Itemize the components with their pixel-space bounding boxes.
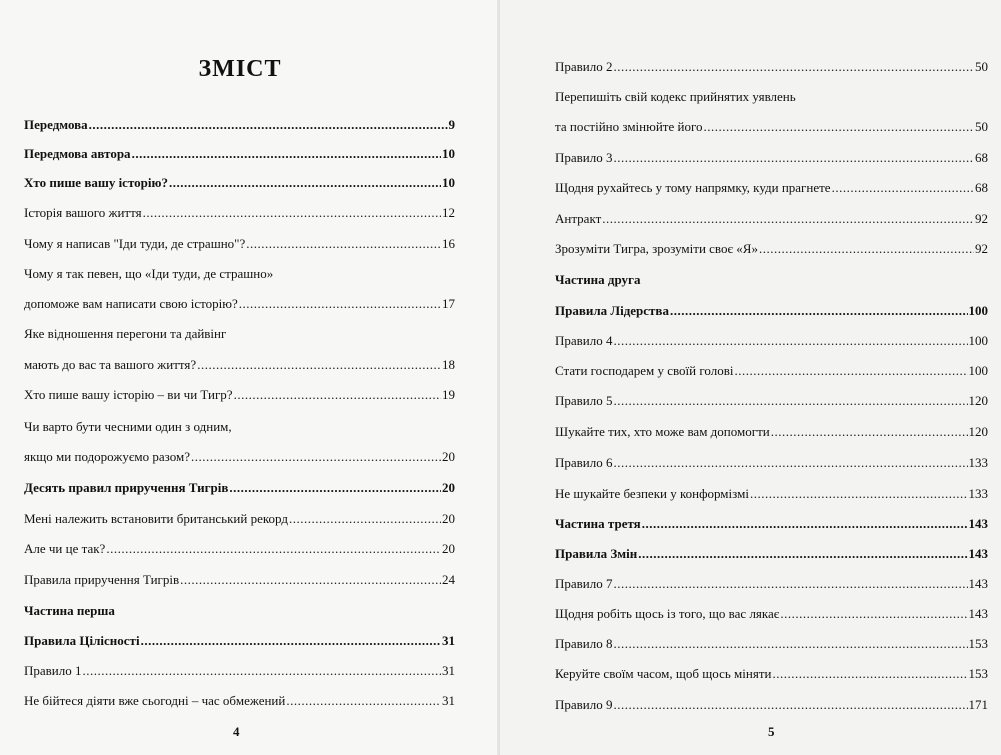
toc-entry: [24, 449, 455, 465]
toc-leader-dots: [191, 449, 441, 465]
toc-entry: [24, 146, 455, 162]
toc-entry-title: Правила Цілісності: [24, 633, 140, 648]
toc-entry-title: Правило 5: [555, 393, 613, 408]
toc-entry-page: 143: [968, 516, 988, 531]
toc-leader-dots: [614, 59, 975, 75]
toc-leader-dots: [239, 296, 441, 312]
toc-entry-title: Частина третя: [555, 516, 641, 531]
toc-leader-dots: [759, 241, 974, 257]
toc-entry-title: Правило 6: [555, 455, 613, 470]
toc-entry: [24, 511, 455, 527]
toc-entry: [555, 486, 988, 502]
toc-leader-dots: [832, 180, 974, 196]
toc-leader-dots: [670, 303, 968, 319]
toc-entry-title: Хто пише вашу історію – ви чи Тигр?: [24, 387, 233, 402]
toc-entry: [24, 572, 455, 588]
toc-entry: [555, 424, 988, 440]
left-page: [0, 0, 500, 755]
toc-entry: [555, 393, 988, 409]
toc-entry-page: 10: [442, 146, 455, 161]
toc-entry: [555, 363, 988, 379]
toc-entry-title: Правила Змін: [555, 546, 638, 561]
toc-leader-dots: [289, 511, 441, 527]
toc-entry-title: Правило 1: [24, 663, 82, 678]
toc-leader-dots: [614, 697, 968, 713]
toc-leader-dots: [734, 363, 967, 379]
toc-entry: [24, 693, 455, 709]
toc-entry-title: Хто пише вашу історію?: [24, 175, 168, 190]
toc-leader-dots: [229, 480, 441, 496]
toc-entry-page: 100: [968, 303, 988, 318]
toc-leader-dots: [780, 606, 967, 622]
toc-entry-page: 143: [968, 576, 988, 591]
toc-entry: [24, 326, 455, 342]
toc-entry-title: Правило 2: [555, 59, 613, 74]
toc-entry-title: Щодня робіть щось із того, що вас лякає: [555, 606, 780, 621]
toc-entry: [24, 236, 455, 252]
toc-entry: [555, 636, 988, 652]
toc-leader-dots: [614, 636, 968, 652]
toc-leader-dots: [89, 117, 448, 133]
toc-entry: [24, 663, 455, 679]
toc-entry-page: 120: [968, 393, 988, 408]
toc-leader-dots: [614, 576, 968, 592]
toc-entry-title: Правило 4: [555, 333, 613, 348]
toc-leader-dots: [132, 146, 441, 162]
right-page: [500, 0, 1001, 755]
toc-entry: [24, 603, 455, 619]
toc-leader-dots: [602, 211, 974, 227]
toc-entry: [555, 272, 988, 288]
toc-entry-page: 16: [442, 236, 455, 251]
toc-entry: [24, 541, 455, 557]
toc-entry: [555, 59, 988, 75]
toc-entry-title: та постійно змінюйте його: [555, 119, 703, 134]
page-number-left: 4: [233, 724, 240, 739]
toc-entry-title: Не бійтеся діяти вже сьогодні – час обмежений: [24, 693, 286, 708]
toc-entry-title: Антракт: [555, 211, 602, 226]
toc-entry-title: Десять правил приручення Тигрів: [24, 480, 229, 495]
toc-entry-title: Передмова: [24, 117, 88, 132]
toc-leader-dots: [234, 387, 441, 403]
toc-entry-page: 20: [442, 511, 455, 526]
toc-entry-title: Шукайте тих, хто може вам допомогти: [555, 424, 770, 439]
toc-entry-page: 18: [442, 357, 455, 372]
toc-entry-page: 24: [442, 572, 455, 587]
toc-leader-dots: [614, 455, 968, 471]
toc-leader-dots: [169, 175, 441, 191]
toc-leader-dots: [246, 236, 441, 252]
toc-entry-page: 68: [975, 150, 988, 165]
toc-entry-page: 68: [975, 180, 988, 195]
toc-entry-page: 50: [975, 59, 988, 74]
toc-entry-page: 19: [442, 387, 455, 402]
toc-entry-title: Керуйте своїм часом, щоб щось міняти: [555, 666, 772, 681]
toc-entry-page: 31: [442, 693, 455, 708]
toc-entry: [555, 211, 988, 227]
toc-entry: [555, 119, 988, 135]
toc-entry: [24, 266, 455, 282]
toc-leader-dots: [197, 357, 441, 373]
toc-entry: [24, 480, 455, 496]
toc-entry-title: Перепишіть свій кодекс прийнятих уявлень: [555, 89, 796, 104]
toc-entry: [24, 387, 455, 403]
toc-entry-title: Яке відношення перегони та дайвінг: [24, 326, 227, 341]
toc-entry-page: 100: [968, 363, 988, 378]
toc-entry-page: 143: [968, 606, 988, 621]
toc-leader-dots: [750, 486, 968, 502]
toc-entry-page: 10: [442, 175, 455, 190]
toc-entry: [555, 241, 988, 257]
toc-leader-dots: [614, 150, 975, 166]
toc-entry-page: 133: [968, 486, 988, 501]
toc-entry: [24, 419, 455, 435]
toc-entry-title: Чому я так певен, що «Іди туди, де страшно»: [24, 266, 274, 281]
toc-entry-title: Чому я написав "Іди туди, де страшно"?: [24, 236, 246, 251]
toc-entry: [24, 175, 455, 191]
toc-leader-dots: [286, 693, 441, 709]
toc-entry-page: 120: [968, 424, 988, 439]
toc-leader-dots: [180, 572, 441, 588]
toc-entry: [24, 296, 455, 312]
toc-entry: [24, 633, 455, 649]
toc-entry-title: мають до вас та вашого життя?: [24, 357, 197, 372]
toc-entry-page: 20: [442, 449, 455, 464]
toc-entry-page: 143: [968, 546, 988, 561]
toc-entry-page: 20: [442, 541, 455, 556]
toc-entry-title: Передмова автора: [24, 146, 131, 161]
toc-leader-dots: [771, 424, 968, 440]
page-title: ЗМІСТ: [198, 56, 282, 82]
toc-entry: [555, 697, 988, 713]
toc-entry-title: Історія вашого життя: [24, 205, 142, 220]
toc-entry-page: 31: [442, 633, 455, 648]
toc-entry-title: Але чи це так?: [24, 541, 106, 556]
toc-entry: [555, 333, 988, 349]
toc-entry-page: 17: [442, 296, 455, 311]
toc-leader-dots: [614, 393, 968, 409]
toc-entry: [555, 576, 988, 592]
toc-entry-title: Правила приручення Тигрів: [24, 572, 180, 587]
toc-entry-title: Правило 7: [555, 576, 613, 591]
toc-entry-page: 50: [975, 119, 988, 134]
toc-entry: [555, 150, 988, 166]
toc-leader-dots: [141, 633, 441, 649]
toc-entry-page: 92: [975, 241, 988, 256]
toc-entry-page: 153: [968, 636, 988, 651]
toc-entry-title: Чи варто бути чесними один з одним,: [24, 419, 232, 434]
toc-entry-title: Стати господарем у своїй голові: [555, 363, 734, 378]
toc-entry: [555, 606, 988, 622]
toc-entry-page: 171: [968, 697, 988, 712]
toc-entry-page: 100: [968, 333, 988, 348]
toc-entry: [555, 303, 988, 319]
toc-leader-dots: [83, 663, 442, 679]
toc-entry: [555, 546, 988, 562]
toc-leader-dots: [143, 205, 441, 221]
toc-entry-title: Щодня рухайтесь у тому напрямку, куди прагнете: [555, 180, 831, 195]
toc-entry-title: Правила Лідерства: [555, 303, 669, 318]
toc-entry-title: Не шукайте безпеки у конформізмі: [555, 486, 749, 501]
toc-entry-page: 9: [448, 117, 455, 132]
toc-entry-title: Мені належить встановити британський рекорд: [24, 511, 288, 526]
toc-entry-page: 12: [442, 205, 455, 220]
toc-entry: [555, 516, 988, 532]
toc-entry-page: 20: [442, 480, 455, 495]
toc-entry: [555, 666, 988, 682]
toc-leader-dots: [703, 119, 974, 135]
toc-entry-page: 92: [975, 211, 988, 226]
toc-entry-title: допоможе вам написати свою історію?: [24, 296, 238, 311]
toc-entry-title: якщо ми подорожуємо разом?: [24, 449, 190, 464]
toc-leader-dots: [638, 546, 967, 562]
toc-entry-title: Зрозуміти Тигра, зрозуміти своє «Я»: [555, 241, 758, 256]
toc-entry-page: 31: [442, 663, 455, 678]
toc-leader-dots: [614, 333, 968, 349]
toc-leader-dots: [106, 541, 441, 557]
toc-leader-dots: [642, 516, 968, 532]
toc-entry-title: Частина перша: [24, 603, 115, 618]
toc-entry-page: 133: [968, 455, 988, 470]
page-number-right: 5: [768, 724, 775, 739]
toc-entry-title: Правило 8: [555, 636, 613, 651]
toc-entry-title: Частина друга: [555, 272, 641, 287]
toc-entry: [24, 117, 455, 133]
toc-entry-title: Правило 3: [555, 150, 613, 165]
toc-entry: [24, 357, 455, 373]
toc-entry: [555, 180, 988, 196]
toc-entry-page: 153: [968, 666, 988, 681]
toc-entry: [555, 455, 988, 471]
toc-leader-dots: [772, 666, 967, 682]
toc-entry: [24, 205, 455, 221]
toc-entry: [555, 89, 988, 105]
toc-entry-title: Правило 9: [555, 697, 613, 712]
